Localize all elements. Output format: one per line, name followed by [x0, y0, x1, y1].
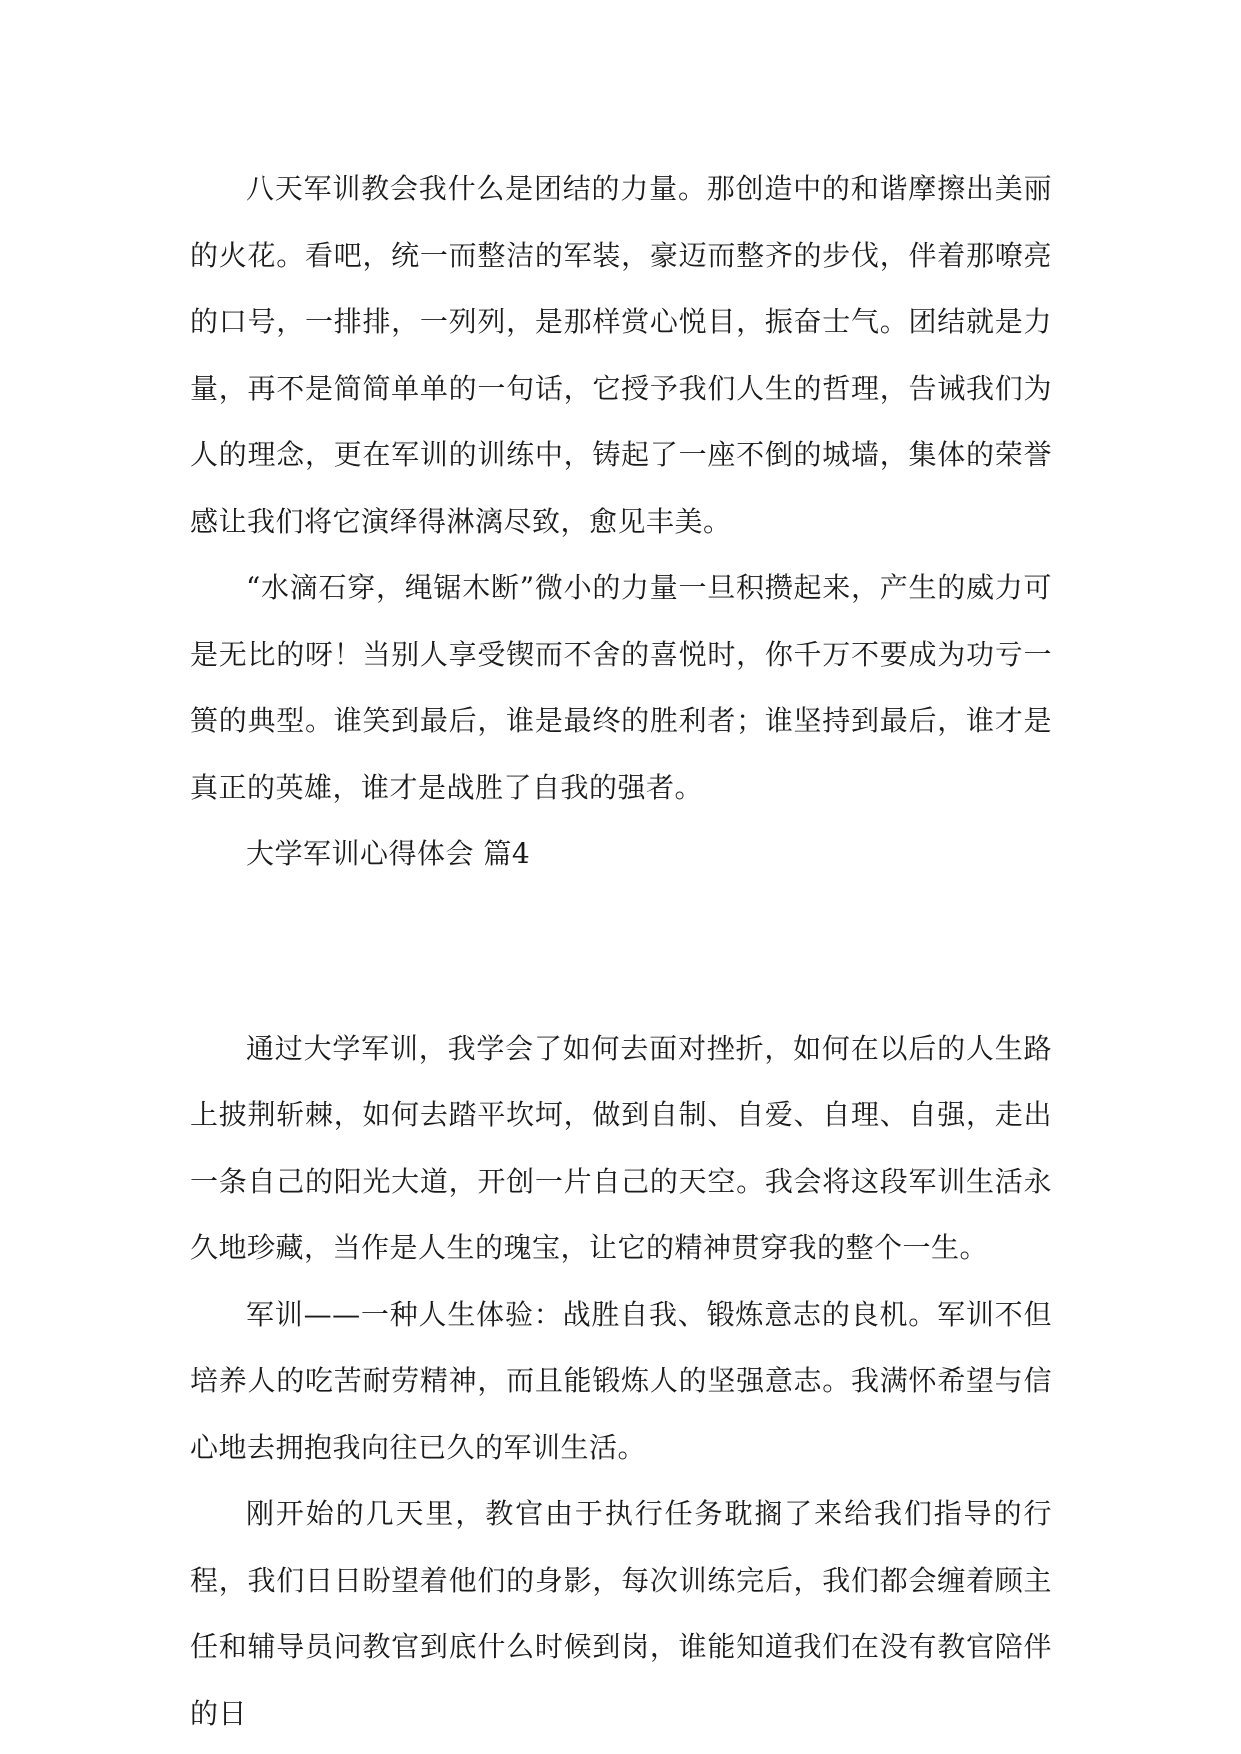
- paragraph-first-days: 刚开始的几天里，教官由于执行任务耽搁了来给我们指导的行程，我们日日盼望着他们的身影，每次训练完后，我们都会缠着顾主任和辅导员问教官到底什么时候到岗，谁能知道我们在没有教官陪伴的日: [190, 1497, 1052, 1730]
- section-spacer: [190, 888, 1052, 1016]
- paragraph-unity: 八天军训教会我什么是团结的力量。那创造中的和谐摩擦出美丽的火花。看吧，统一而整洁的军装，豪迈而整齐的步伐，伴着那嘹亮的口号，一排排，一列列，是那样赏心悦目，振奋士气。团结就是力量，再不是简简单单的一句话，它授予我们人生的哲理，告诫我们为人的理念，更在军训的训练中，铸起了一座不倒的城墙，集体的荣誉感让我们将它演绎得淋漓尽致，愈见丰美。: [190, 172, 1052, 538]
- document-page: [190, 156, 1052, 1747]
- paragraph-facing-setbacks: 通过大学军训，我学会了如何去面对挫折，如何在以后的人生路上披荆斩棘，如何去踏平坎坷，做到自制、自爱、自理、自强，走出一条自己的阳光大道，开创一片自己的天空。我会将这段军训生活永久地珍藏，当作是人生的瑰宝，让它的精神贯穿我的整个一生。: [190, 1031, 1052, 1264]
- paragraph-perseverance: “水滴石穿，绳锯木断”微小的力量一旦积攒起来，产生的威力可是无比的呀！当别人享受锲而不舍的喜悦时，你千万不要成为功亏一篑的典型。谁笑到最后，谁是最终的胜利者；谁坚持到最后，谁才是真正的英雄，谁才是战胜了自我的强者。: [190, 571, 1052, 804]
- section-heading: 大学军训心得体会 篇4: [246, 837, 531, 870]
- paragraph-life-experience: 军训——一种人生体验：战胜自我、锻炼意志的良机。军训不但培养人的吃苦耐劳精神，而且能锻炼人的坚强意志。我满怀希望与信心地去拥抱我向往已久的军训生活。: [190, 1297, 1052, 1464]
